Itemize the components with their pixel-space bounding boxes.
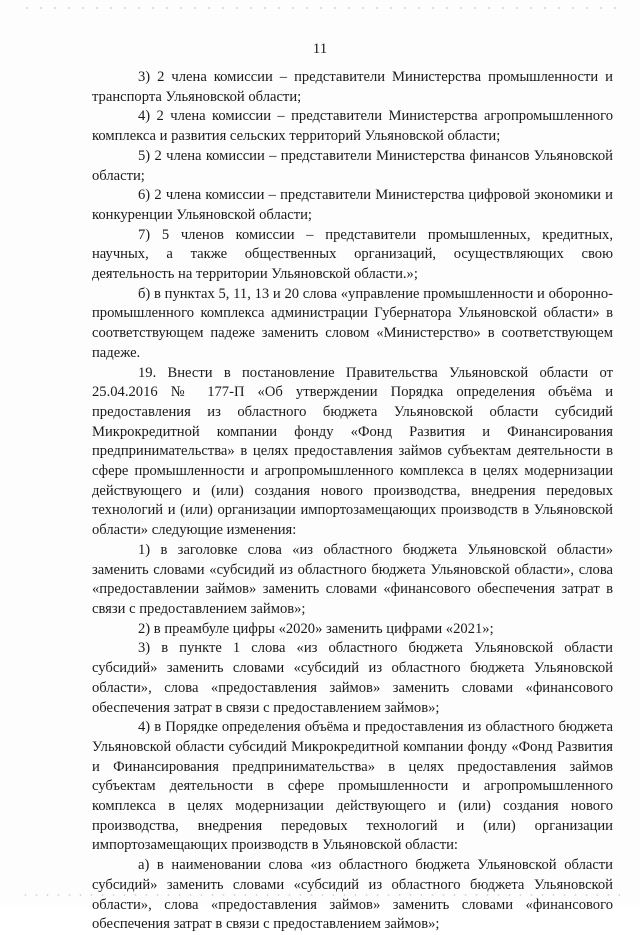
paragraph-change-4a: а) в наименовании слова «из областного бюджета Ульяновской области субсидий» заменить словами «субсидий из областного бюджета Ульяновской области», слова «предоставления займов» заменить словами «финансового обеспечения затрат в связи с предоставлением займов»;: [92, 857, 613, 933]
scan-artifact-top: [20, 7, 620, 9]
paragraph-change-1: 1) в заголовке слова «из областного бюджета Ульяновской области» заменить словами «субсидий из областного бюджета Ульяновской области», слова «предоставлении займов» заменить словами «финансового обеспечения затрат в связи с предоставлением займов»;: [92, 541, 613, 617]
paragraph-section-19: 19. Внести в постановление Правительства Ульяновской области от 25.04.2016 № 177-П «Об утверждении Порядка определения объёма и предоставления из областного бюджета Ульяновской области субсидий Микрокредитной компании фонду «Фонд Развития и Финансирования предпринимательства» в целях предоставления займов субъектам деятельности в сфере промышленности и агропромышленного комплекса в целях модернизации действующего и (или) создания нового производства, внедрения передовых технологий и (или) организации импортозамещающих производств в Ульяновской области» следующие изменения:: [92, 364, 613, 539]
paragraph-item-3: 3) 2 члена комиссии – представители Министерства промышленности и транспорта Ульяновской области;: [92, 69, 613, 105]
paragraph-item-7: 7) 5 членов комиссии – представители промышленных, кредитных, научных, а также общественных организаций, осуществляющих свою деятельность на территории Ульяновской области.»;: [92, 226, 613, 283]
paragraph-item-5: 5) 2 члена комиссии – представители Министерства финансов Ульяновской области;: [92, 147, 613, 184]
document-body: [92, 68, 613, 935]
scan-artifact-bottom: [20, 894, 620, 896]
paragraph-item-6: 6) 2 члена комиссии – представители Министерства цифровой экономики и конкуренции Ульяновской области;: [92, 187, 613, 223]
paragraph-subitem-b: б) в пунктах 5, 11, 13 и 20 слова «управление промышленности и оборонно-промышленного комплекса администрации Губернатора Ульяновской области» в соответствующем падеже заменить словом «Министерство» в соответствующем падеже.: [92, 285, 613, 361]
page-number: 11: [312, 41, 328, 57]
paragraph-change-3: 3) в пункте 1 слова «из областного бюджета Ульяновской области субсидий» заменить словами «субсидий из областного бюджета Ульяновской области», слова «предоставления займов» заменить словами «финансового обеспечения затрат в связи с предоставлением займов»;: [92, 640, 613, 716]
paragraph-change-2: 2) в преамбуле цифры «2020» заменить цифрами «2021»;: [138, 620, 494, 637]
paragraph-item-4: 4) 2 члена комиссии – представители Министерства агропромышленного комплекса и развития сельских территорий Ульяновской области;: [92, 108, 613, 145]
paragraph-change-4: 4) в Порядке определения объёма и предоставления из областного бюджета Ульяновской области субсидий Микрокредитной компании фонду «Фонд Развития и Финансирования предпринимательства» в целях предоставления займов субъектам деятельности в сфере промышленности и агропромышленного комплекса в целях модернизации действующего и (или) создания нового производства, внедрения передовых технологий и (или) организации импортозамещающих производств в Ульяновской области:: [92, 719, 613, 854]
